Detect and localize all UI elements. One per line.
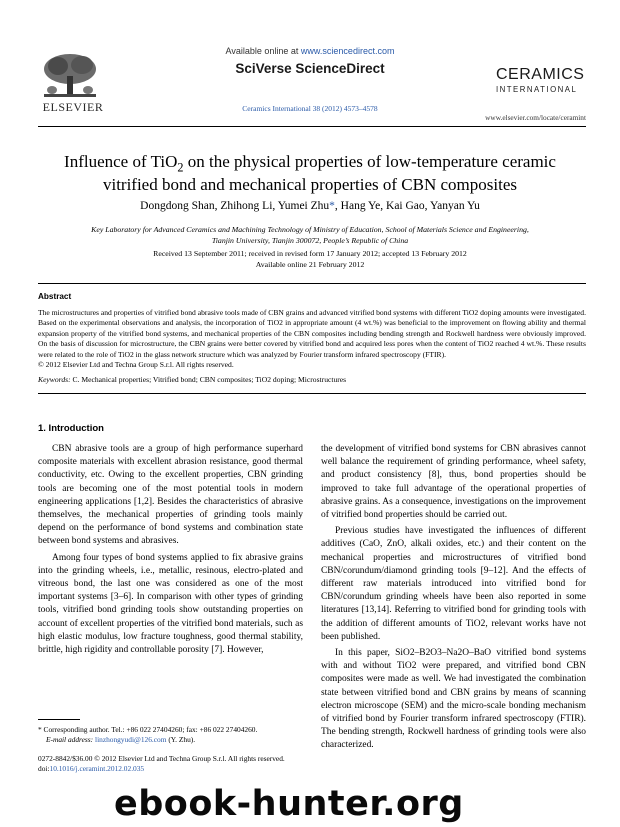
paragraph: the development of vitrified bond systems for CBN abrasives cannot well balance the requirement of grinding performance, wheel safety, and product consistency [8], thus, bond properties should be improved to take full advantage of the operational properties of abrasive grains. As a consequence, investigations on the improvement of vitrified bond properties should be carried out.: [321, 444, 586, 521]
publisher-wordmark: ELSEVIER: [42, 100, 104, 114]
left-column: [38, 443, 303, 657]
paragraph: In this paper, SiO2–B2O3–Na2O–BaO vitrified bond systems with and without TiO2 were prepared, and vitrified bond CBN composites were made as well. We had investigated the combination state between vitrified bond and CBN grains by means of scanning electron microscope (SEM) and the micro-scale bonding mechanism of vitrified bond by Fourier transform infrared spectroscopy (FTIR). The bending strength, Rockwell hardness of grinding tools were also characterized.: [321, 648, 586, 751]
sciencedirect-link[interactable]: www.sciencedirect.com: [300, 46, 395, 56]
journal-citation-link[interactable]: Ceramics International 38 (2012) 4573–4578: [242, 104, 378, 113]
abstract-body: The microstructures and properties of vitrified bond abrasive tools made of CBN grains and advanced vitrified bond systems with different TiO2 doping amounts were investigated. Based on the experimental observations and analysis, the incorporation of TiO2 in appropriate amount (4 wt.%) was beneficial to the improvement on flowing ability and thermal expansion property of the vitrified bond systems, and mechanical properties of the CBN composites including bending strength and Rockwell hardness were obviously improved. On the basis of discussion for microstructure, the CBN grains were better covered by vitrified bond and acquired less pores when the content of TiO2 reached 4 wt.%. These results were related to the role of TiO2 in the glass network structure which was analyzed by Fourier transform infrared spectroscopy (FTIR). © 2012 Elsevier Ltd and Techna Group S.r.l. All rights reserved.: [38, 308, 586, 370]
elsevier-tree-logo-icon: [38, 52, 102, 100]
abstract-heading: Abstract: [38, 292, 72, 301]
right-column: [321, 443, 586, 753]
footnote-divider: [38, 719, 80, 720]
keywords: Keywords: C. Mechanical properties; Vitrified bond; CBN composites; TiO2 doping; Microstructures: [38, 375, 347, 384]
watermark: ebook-hunter.org: [114, 784, 464, 824]
copyright-footer: 0272-8842/$36.00 © 2012 Elsevier Ltd and Techna Group S.r.l. All rights reserved. doi:10.1016/j.ceramint.2012.02.035: [38, 754, 285, 773]
header-divider: [38, 126, 586, 127]
abstract-top-divider: [38, 283, 586, 284]
available-prefix: Available online at: [225, 46, 301, 56]
article-title: Influence of TiO$_2$ on the physical properties of low-temperature ceramic vitrified bond and mechanical properties of CBN composites: [64, 152, 556, 194]
abstract-bottom-divider: [38, 393, 586, 394]
platform-name: SciVerse ScienceDirect: [235, 61, 385, 76]
available-online: [205, 46, 415, 56]
journal-logo-line1: CERAMICS: [496, 66, 585, 83]
corresponding-author-mark[interactable]: *: [329, 200, 335, 212]
section-heading-introduction: 1. Introduction: [38, 423, 104, 434]
email-link[interactable]: linzhongyudi@126.com: [95, 735, 167, 744]
abstract-copyright: © 2012 Elsevier Ltd and Techna Group S.r.l. All rights reserved.: [38, 360, 234, 370]
corresponding-footnote: * Corresponding author. Tel.: +86 022 27404260; fax: +86 022 27404260. E-mail address: linzhongyudi@126.com (Y. Zhu).: [38, 725, 258, 744]
paragraph: Among four types of bond systems applied to fix abrasive grains into the grinding wheels, i.e., metallic, resinous, electro-plated and vitreous bond, the last one was considered as one of the most important systems [3–6]. In comparison with other types of grinding tools, vitrified bond grinding tools show outstanding properties on account of excellent properties of the vitrified bond materials, such as high elastic modulus, low fracture toughness, good thermal stability, brittle, high rigidity and controllable porosity [7]. However,: [38, 552, 303, 656]
doi-link[interactable]: 10.1016/j.ceramint.2012.02.035: [49, 764, 145, 773]
paragraph: Previous studies have investigated the influences of different additives (CaO, ZnO, alkali oxides, etc.) and their content on the mechanical properties and microstructures of vitrified bond CBN/corundum/diamond grinding tools [9–12]. And the effects of different raw materials introduced into vitrified bond for CBN/corundum grinding wheels have been also reported in some literatures [13,14]. Referring to vitrified bond for grinding tools with the addition of different amounts of TiO2, relevant works have not been published.: [321, 526, 586, 642]
affiliation: Key Laboratory for Advanced Ceramics and Machining Technology of Ministry of Education, School of Materials Science and Engineering, Tianjin University, Tianjin 300072, People’s Republic of China: [91, 225, 529, 245]
paragraph: CBN abrasive tools are a group of high performance superhard composite materials with excellent abrasion resistance, good thermal conductivity, etc. Owing to the excellent properties, CBN grinding tools are becoming one of the most potential tools in modern engineering applications [1,2]. Besides the characteristics of abrasive themselves, the mechanical properties of grinding tools mainly depend on the performance of bond systems and combination state between bond systems and abrasives.: [38, 444, 303, 547]
journal-homepage-link[interactable]: www.elsevier.com/locate/ceramint: [485, 113, 586, 122]
article-history: Received 13 September 2011; received in revised form 17 January 2012; accepted 13 February 2012 Available online 21 February 2012: [153, 249, 467, 269]
author-list: Dongdong Shan, Zhihong Li, Yumei Zhu*, Hang Ye, Kai Gao, Yanyan Yu: [140, 200, 480, 212]
journal-logo-line2: INTERNATIONAL: [496, 85, 578, 94]
